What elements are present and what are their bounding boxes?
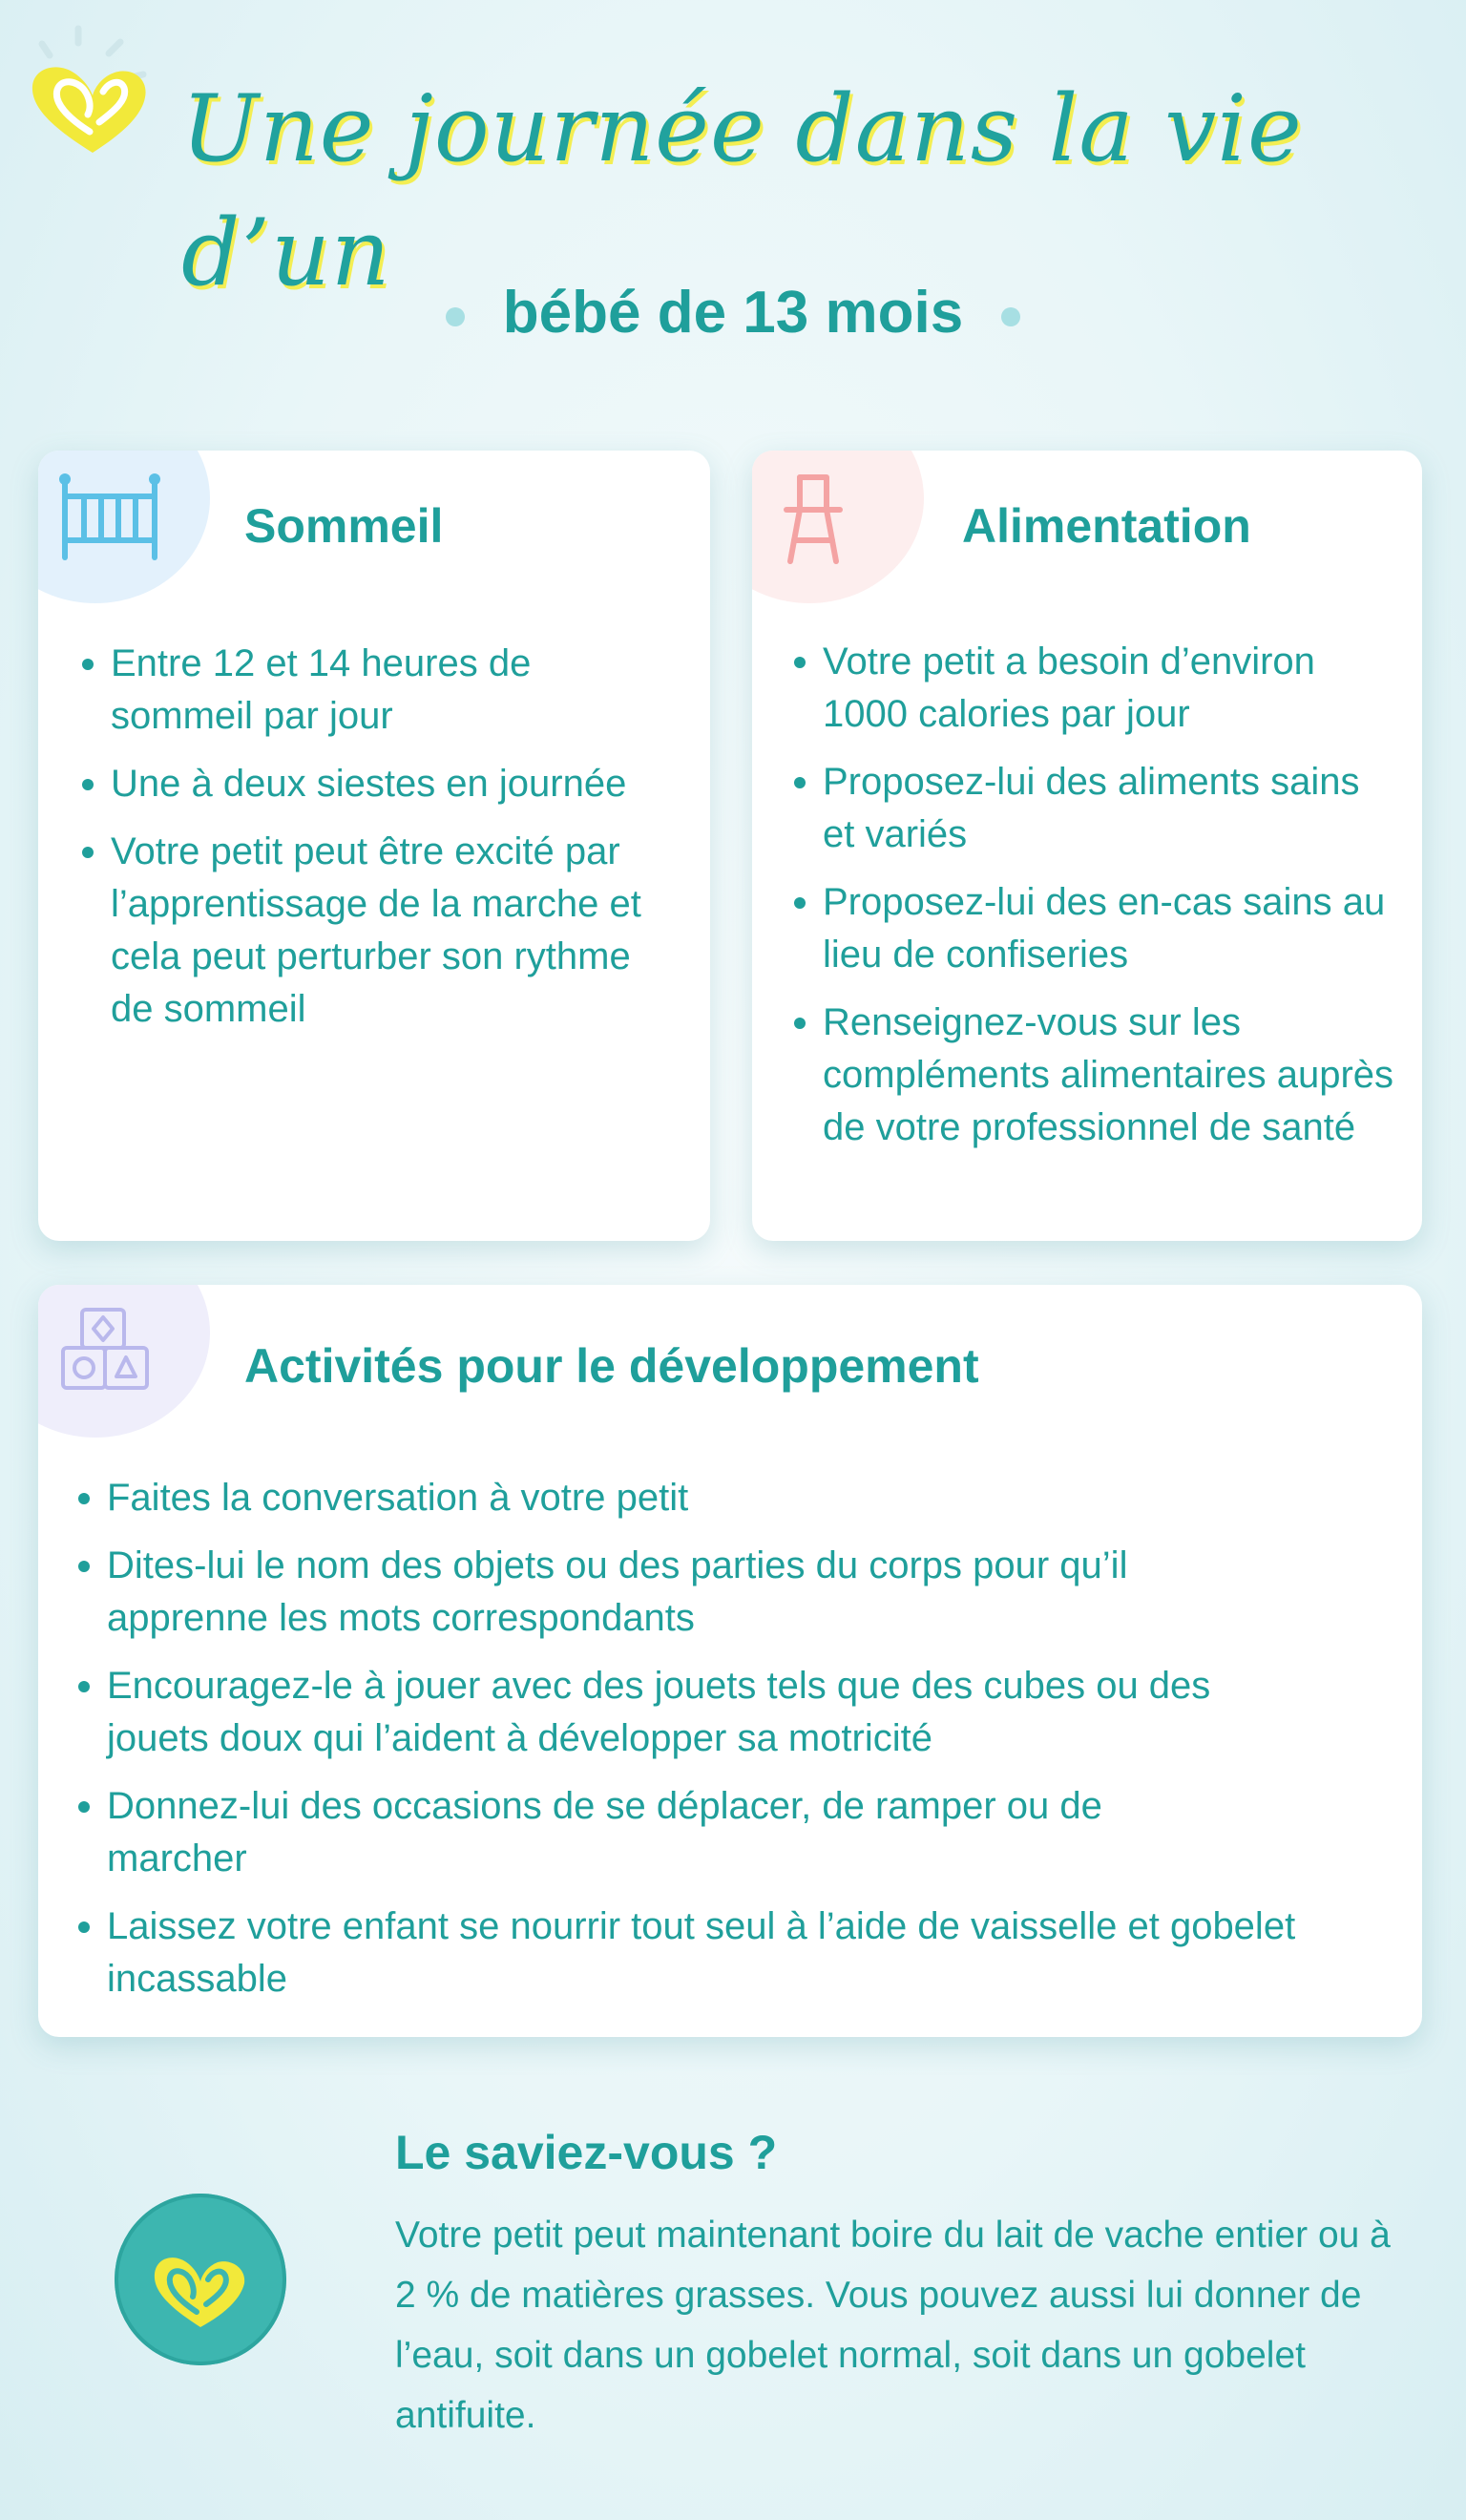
activities-card: [38, 1285, 1422, 2037]
heart-icon: [115, 2194, 286, 2365]
fact-text: Votre petit peut maintenant boire du lait de vache entier ou à 2 % de matières grasses. Vous pouvez aussi lui donner de l’eau, soit dans un gobelet normal, soit dans un gobelet antifuite.: [395, 2215, 1391, 2436]
fact-title: Le saviez-vous ?: [395, 2126, 778, 2179]
activities-list: [74, 1472, 1392, 2021]
list-item: Votre petit a besoin d’environ 1000 calories par jour: [790, 636, 1401, 741]
list-item: Dites-lui le nom des objets ou des parties du corps pour qu’il apprenne les mots correspondants: [74, 1540, 1138, 1645]
toy-blocks-icon: [57, 1304, 162, 1399]
list-item: Renseignez-vous sur les compléments alimentaires auprès de votre professionnel de santé: [790, 997, 1401, 1154]
list-item: Votre petit peut être excité par l’apprentissage de la marche et cela peut perturber son rythme de sommeil: [78, 826, 670, 1036]
list-item: Faites la conversation à votre petit: [74, 1472, 1392, 1524]
food-card: [752, 451, 1422, 1241]
crib-icon: [57, 470, 162, 565]
list-item: Proposez-lui des aliments sains et variés: [790, 756, 1401, 861]
list-item: Donnez-lui des occasions de se déplacer, de ramper ou de marcher: [74, 1780, 1252, 1885]
list-item: Encouragez-le à jouer avec des jouets tels que des cubes ou des jouets doux qui l’aident à développer sa motricité: [74, 1660, 1309, 1765]
sleep-list: [78, 638, 670, 1051]
activities-title: Activités pour le développement: [244, 1339, 979, 1393]
sleep-title: Sommeil: [244, 499, 444, 553]
brand-heart-logo: [21, 19, 164, 162]
header-subtitle: [0, 279, 1466, 346]
list-item: Entre 12 et 14 heures de sommeil par jour: [78, 638, 670, 743]
list-item: Laissez votre enfant se nourrir tout seul à l’aide de vaisselle et gobelet incassable: [74, 1900, 1367, 2006]
decorative-dot-right: [1001, 307, 1020, 326]
food-list: [790, 636, 1401, 1169]
fact-badge: [115, 2194, 286, 2365]
food-title: Alimentation: [962, 499, 1251, 553]
list-item: Une à deux siestes en journée: [78, 758, 670, 810]
header-script-title: Une journée dans la vie d’un: [181, 75, 1303, 306]
list-item: Proposez-lui des en-cas sains au lieu de confiseries: [790, 876, 1401, 981]
decorative-dot-left: [446, 307, 465, 326]
high-chair-icon: [771, 470, 876, 565]
sleep-card: [38, 451, 710, 1241]
subtitle-text: bébé de 13 mois: [502, 280, 964, 346]
